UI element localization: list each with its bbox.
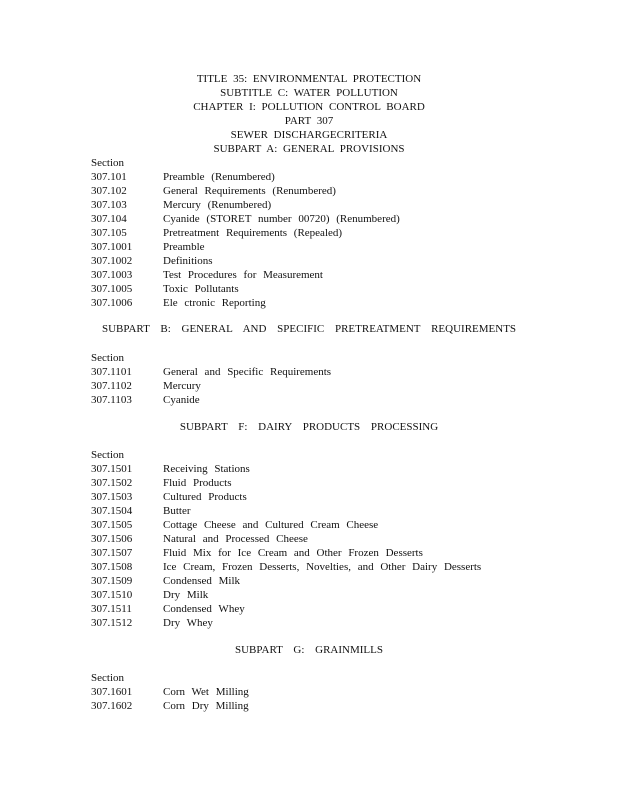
list-item <box>91 504 591 518</box>
subpart-g-section-list <box>91 671 591 713</box>
list-item <box>91 560 591 574</box>
list-item <box>91 365 591 379</box>
list-item <box>91 296 591 310</box>
section-number: 307.1005 <box>91 283 133 295</box>
list-item <box>91 588 591 602</box>
section-number: 307.1501 <box>91 463 133 475</box>
section-number: 307.1508 <box>91 561 133 573</box>
section-title: General Requirements (Renumbered) <box>163 185 336 197</box>
section-title: General and Specific Requirements <box>163 366 332 378</box>
section-title: Corn Dry Milling <box>163 700 249 712</box>
list-item <box>91 462 591 476</box>
subpart-b-section-list <box>91 351 591 407</box>
section-number: 307.1502 <box>91 477 133 489</box>
section-title: Fluid Mix for Ice Cream and Other Frozen Desserts <box>163 547 423 559</box>
list-item <box>91 518 591 532</box>
section-number: 307.1506 <box>91 533 133 545</box>
section-number: 307.1503 <box>91 491 133 503</box>
section-title: Toxic Pollutants <box>163 283 239 295</box>
title-line: TITLE 35: ENVIRONMENTAL PROTECTION <box>196 73 422 85</box>
section-number: 307.1002 <box>91 255 133 267</box>
section-number: 307.1101 <box>91 366 132 378</box>
section-number: 307.1001 <box>91 241 133 253</box>
section-column-label: Section <box>91 352 124 364</box>
section-number: 307.1102 <box>91 380 132 392</box>
subpart-b-heading: SUBPART B: GENERAL AND SPECIFIC PRETREATMENT REQUIREMENTS <box>101 323 517 335</box>
section-column-label: Section <box>91 672 124 684</box>
section-title: Natural and Processed Cheese <box>163 533 308 545</box>
subpart-f-section-list <box>91 448 591 630</box>
list-item <box>91 616 591 630</box>
part-title-line: SEWER DISCHARGECRITERIA <box>230 129 388 141</box>
subpart-g-heading: SUBPART G: GRAINMILLS <box>235 644 383 656</box>
document-header <box>0 72 618 156</box>
list-item <box>91 546 591 560</box>
subtitle-line: SUBTITLE C: WATER POLLUTION <box>220 87 398 99</box>
section-title: Mercury <box>163 380 201 392</box>
section-number: 307.1003 <box>91 269 133 281</box>
section-title: Dry Milk <box>163 589 209 601</box>
list-item <box>91 282 591 296</box>
section-title: Preamble <box>163 241 205 253</box>
section-number: 307.1512 <box>91 617 133 629</box>
chapter-line: CHAPTER I: POLLUTION CONTROL BOARD <box>193 101 425 113</box>
section-column-label: Section <box>91 157 124 169</box>
section-title: Condensed Milk <box>163 575 241 587</box>
list-item <box>91 602 591 616</box>
section-title: Dry Whey <box>163 617 213 629</box>
list-item <box>91 685 591 699</box>
section-title: Cyanide <box>163 394 200 406</box>
list-item <box>91 490 591 504</box>
list-item <box>91 226 591 240</box>
subpart-a-heading: SUBPART A: GENERAL PROVISIONS <box>213 143 405 155</box>
section-number: 307.1509 <box>91 575 133 587</box>
section-title: Pretreatment Requirements (Repealed) <box>163 227 343 239</box>
section-number: 307.1507 <box>91 547 133 559</box>
section-column-label: Section <box>91 449 124 461</box>
section-number: 307.103 <box>91 199 127 211</box>
section-number: 307.105 <box>91 227 127 239</box>
subpart-a-section-list <box>91 156 591 310</box>
section-number: 307.1006 <box>91 297 133 309</box>
part-line: PART 307 <box>284 115 334 127</box>
section-number: 307.102 <box>91 185 127 197</box>
section-number: 307.1504 <box>91 505 133 517</box>
section-title: Fluid Products <box>163 477 232 489</box>
section-title: Ele ctronic Reporting <box>163 297 266 309</box>
list-item <box>91 379 591 393</box>
list-item <box>91 574 591 588</box>
list-item <box>91 212 591 226</box>
subpart-f-heading: SUBPART F: DAIRY PRODUCTS PROCESSING <box>179 421 439 433</box>
section-title: Condensed Whey <box>163 603 245 615</box>
list-item <box>91 184 591 198</box>
section-title: Receiving Stations <box>163 463 250 475</box>
section-title: Butter <box>163 505 191 517</box>
section-title: Mercury (Renumbered) <box>163 199 272 211</box>
section-number: 307.1505 <box>91 519 133 531</box>
list-item <box>91 393 591 407</box>
list-item <box>91 240 591 254</box>
section-number: 307.1103 <box>91 394 132 406</box>
list-item <box>91 476 591 490</box>
section-number: 307.1602 <box>91 700 133 712</box>
section-title: Corn Wet Milling <box>163 686 249 698</box>
list-item <box>91 198 591 212</box>
section-number: 307.104 <box>91 213 127 225</box>
section-number: 307.1510 <box>91 589 133 601</box>
section-number: 307.101 <box>91 171 127 183</box>
section-title: Cultured Products <box>163 491 247 503</box>
list-item <box>91 254 591 268</box>
list-item <box>91 532 591 546</box>
section-number: 307.1511 <box>91 603 132 615</box>
list-item <box>91 699 591 713</box>
section-number: 307.1601 <box>91 686 133 698</box>
section-title: Preamble (Renumbered) <box>163 171 275 183</box>
section-title: Test Procedures for Measurement <box>163 269 323 281</box>
section-title: Definitions <box>163 255 213 267</box>
list-item <box>91 170 591 184</box>
section-title: Cottage Cheese and Cultured Cream Cheese <box>163 519 379 531</box>
section-title: Cyanide (STORET number 00720) (Renumbered) <box>163 213 400 225</box>
list-item <box>91 268 591 282</box>
section-title: Ice Cream, Frozen Desserts, Novelties, and Other Dairy Desserts <box>163 561 482 573</box>
